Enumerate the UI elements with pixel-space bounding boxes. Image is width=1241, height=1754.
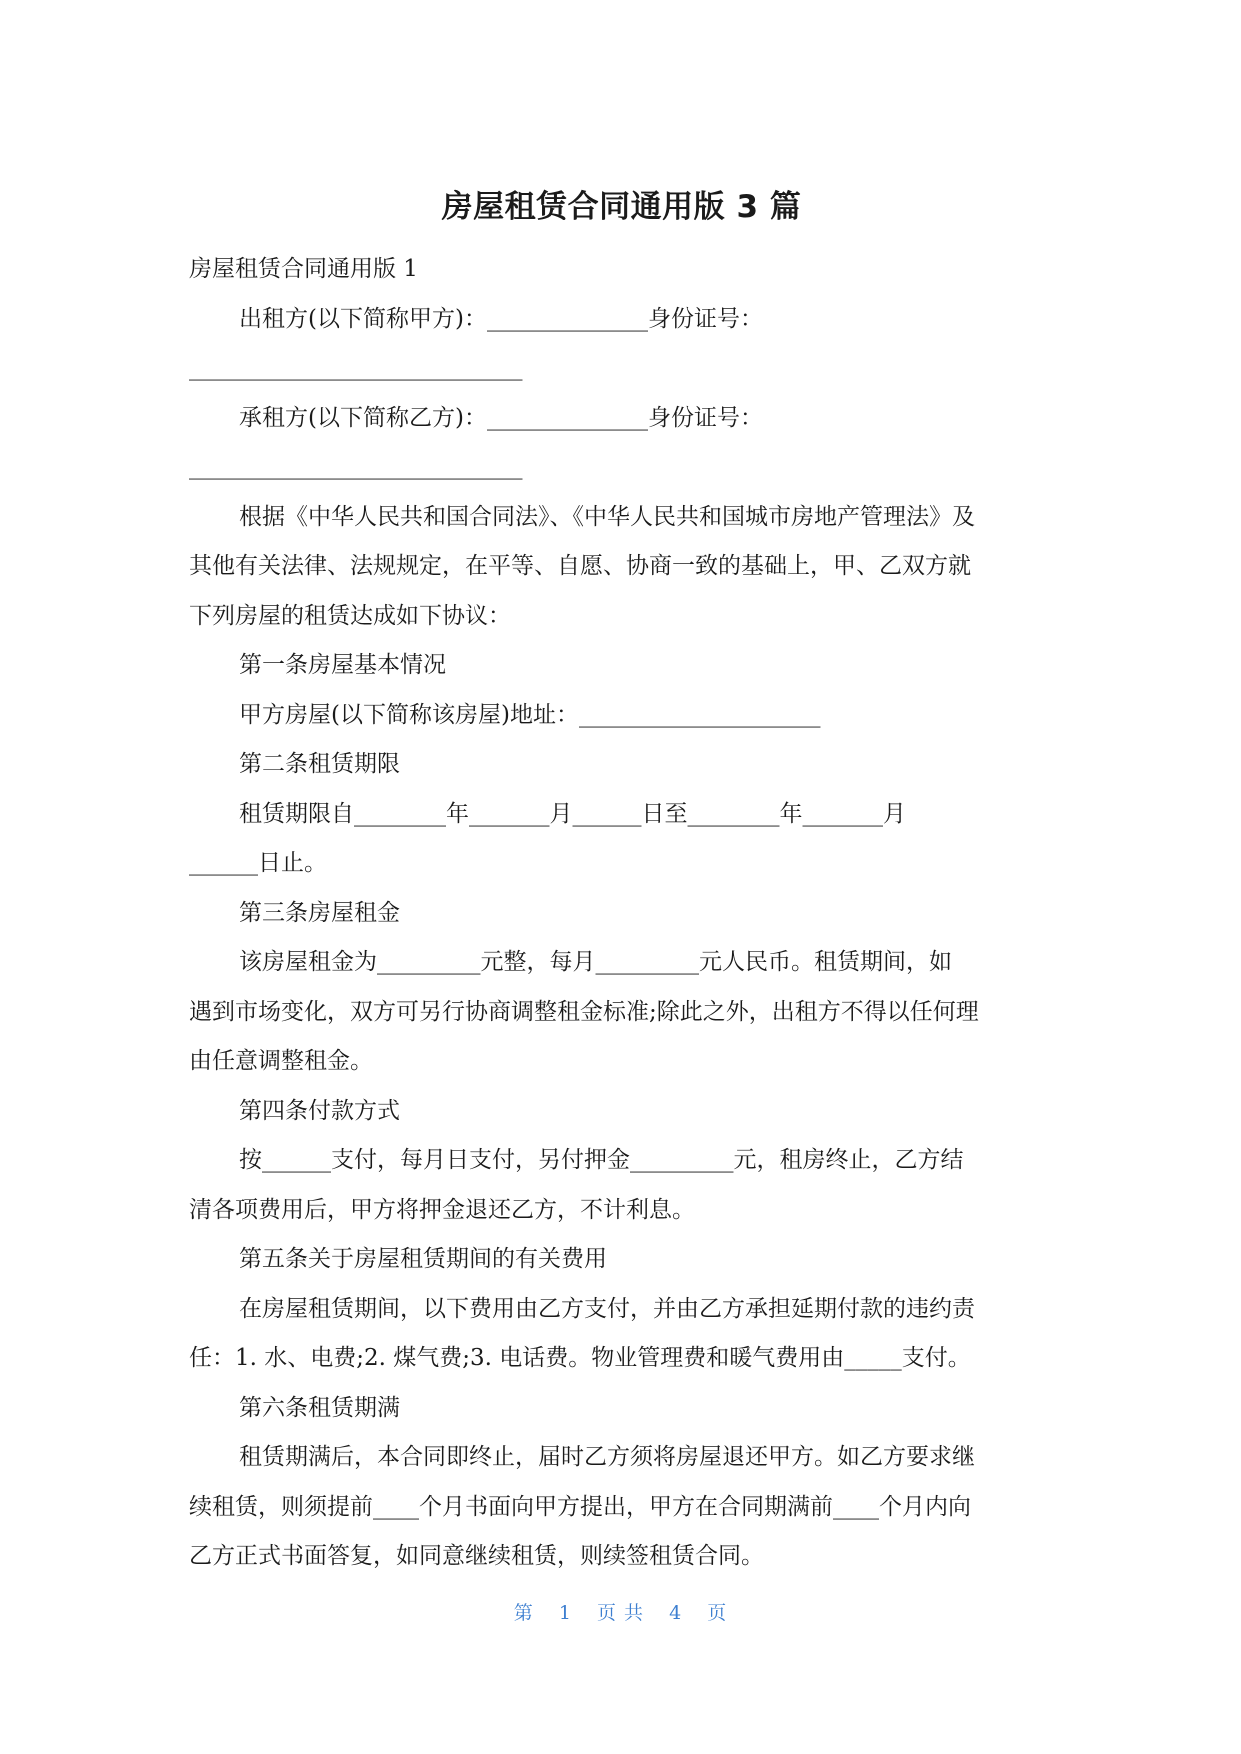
document-line: 第五条关于房屋租赁期间的有关费用: [239, 1246, 607, 1272]
footer-prefix: 第: [513, 1602, 534, 1624]
document-line: 任：1. 水、电费;2. 煤气费;3. 电话费。物业管理费和暖气费用由_____支付。: [189, 1345, 971, 1371]
document-line: 清各项费用后，甲方将押金退还乙方，不计利息。: [189, 1196, 695, 1223]
document-line: 其他有关法律、法规规定，在平等、自愿、协商一致的基础上，甲、乙双方就: [189, 553, 971, 579]
document-line: 租赁期限自________年_______月______日至________年_______月: [239, 800, 906, 827]
document-line: 第三条房屋租金: [239, 899, 400, 926]
document-line: 由任意调整租金。: [189, 1048, 373, 1074]
document-line: 续租赁，则须提前____个月书面向甲方提出，甲方在合同期满前____个月内向: [189, 1493, 971, 1520]
document-line: 第二条租赁期限: [239, 751, 400, 777]
document-title: 房屋租赁合同通用版 3 篇: [441, 189, 802, 225]
document-line: 出租方(以下简称甲方)：______________身份证号：: [239, 305, 763, 332]
document-line: 根据《中华人民共和国合同法》、《中华人民共和国城市房地产管理法》及: [239, 503, 975, 530]
document-page: [189, 185, 1054, 1582]
document-line: 下列房屋的租赁达成如下协议：: [189, 602, 511, 629]
document-line: 第六条租赁期满: [239, 1394, 400, 1421]
document-line: _____________________________: [189, 355, 523, 381]
document-line: 在房屋租赁期间，以下费用由乙方支付，并由乙方承担延期付款的违约责: [239, 1295, 975, 1322]
document-body: [189, 245, 1054, 1582]
document-line: 承租方(以下简称乙方)：______________身份证号：: [239, 404, 763, 431]
page-footer: [0, 1598, 1241, 1625]
footer-total-pages: 4: [669, 1602, 683, 1624]
document-line: 房屋租赁合同通用版 1: [189, 256, 418, 282]
footer-middle: 页 共: [596, 1602, 645, 1624]
document-line: 按______支付，每月日支付，另付押金_________元，租房终止，乙方结: [239, 1147, 964, 1173]
document-line: ______日止。: [189, 850, 327, 876]
document-line: 租赁期满后，本合同即终止，届时乙方须将房屋退还甲方。如乙方要求继: [239, 1444, 975, 1470]
document-line: 甲方房屋(以下简称该房屋)地址：_____________________: [239, 701, 821, 728]
document-line: 该房屋租金为_________元整，每月_________元人民币。租赁期间，如: [239, 949, 952, 975]
document-line: 乙方正式书面答复，如同意继续租赁，则续签租赁合同。: [189, 1543, 764, 1569]
footer-suffix: 页: [707, 1602, 728, 1624]
footer-page-number: 1: [558, 1602, 572, 1624]
document-line: 遇到市场变化，双方可另行协商调整租金标准;除此之外，出租方不得以任何理: [189, 998, 979, 1025]
document-line: _____________________________: [189, 454, 523, 480]
document-line: 第一条房屋基本情况: [239, 652, 446, 678]
document-line: 第四条付款方式: [239, 1097, 400, 1124]
